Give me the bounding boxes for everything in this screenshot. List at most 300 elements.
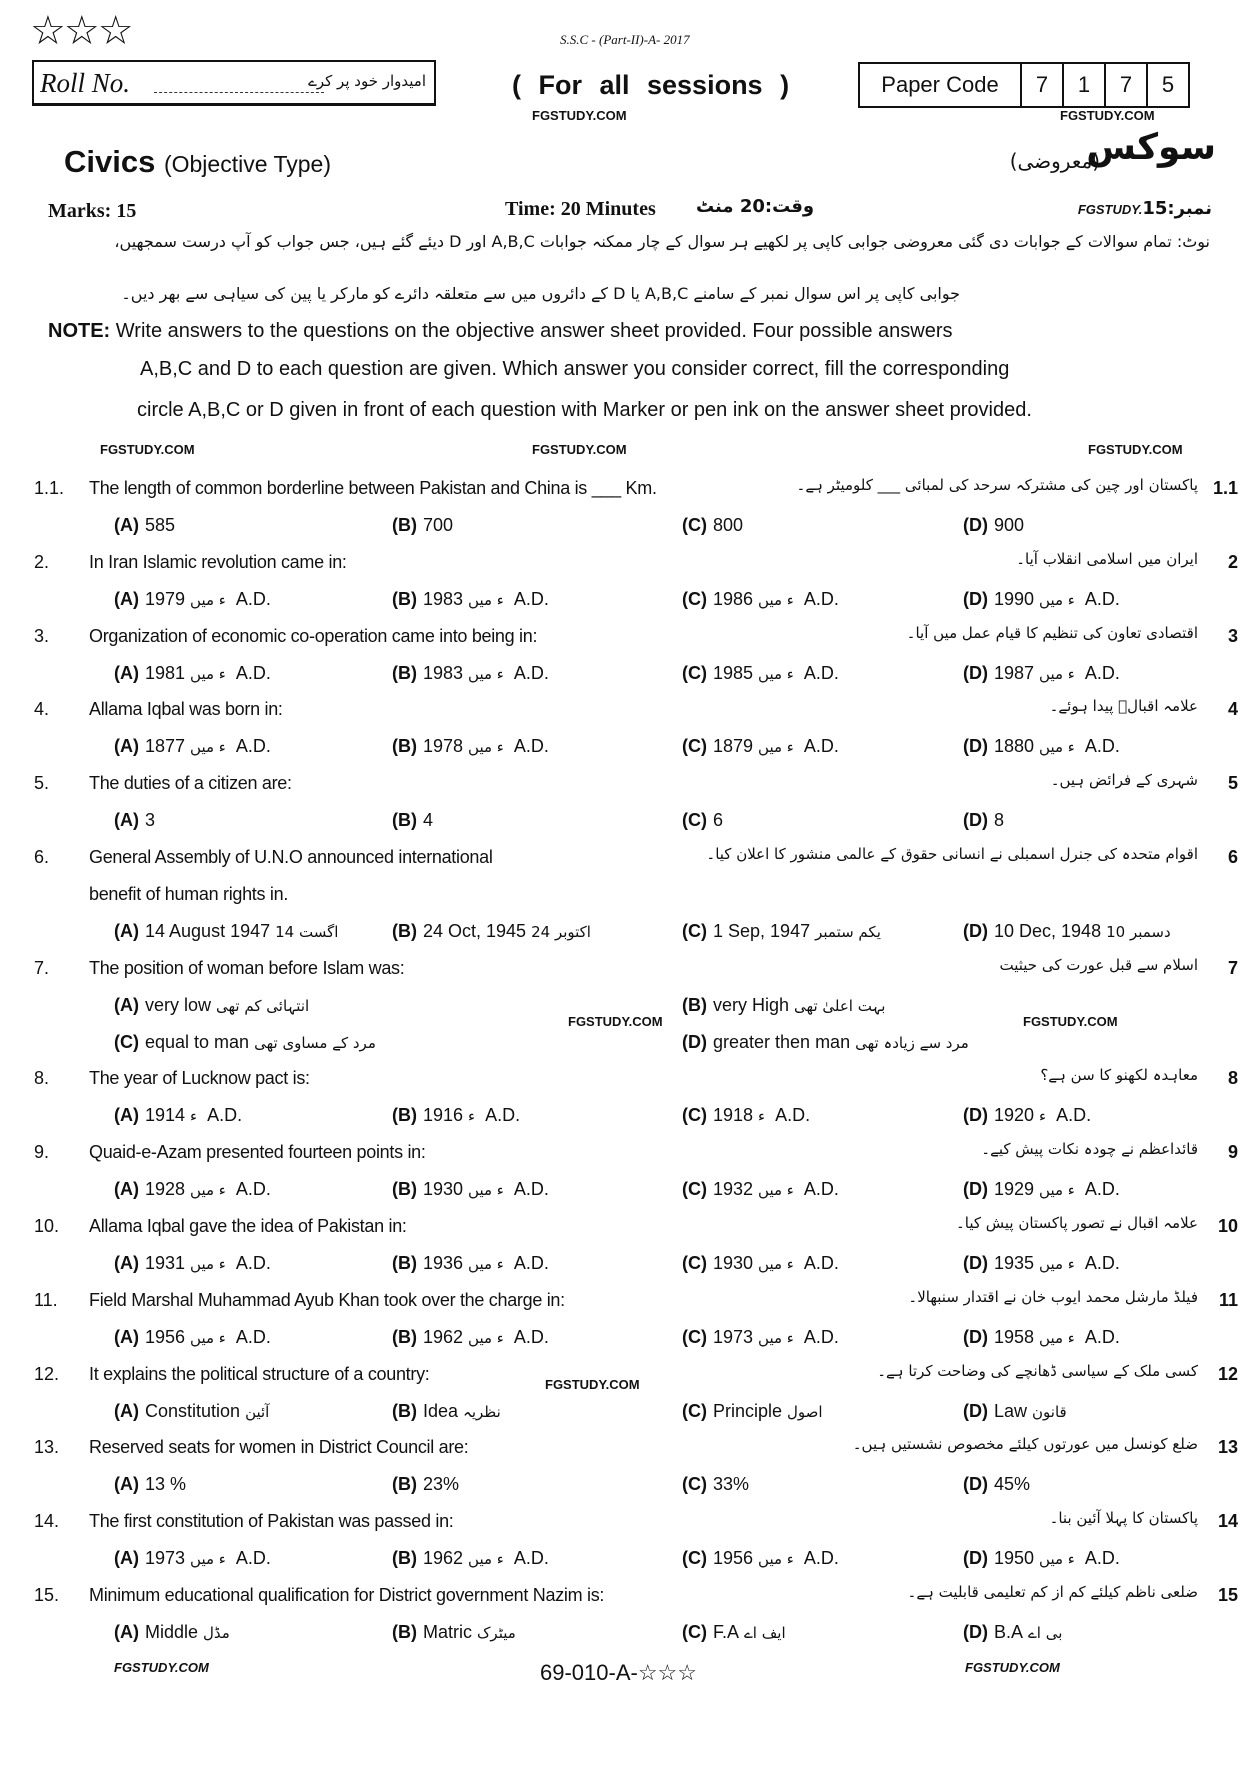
- answer-option: [682, 810, 723, 831]
- question-number: 15.: [34, 1585, 60, 1605]
- watermark: FGSTUDY.COM: [965, 1660, 1060, 1675]
- option-text: 585: [145, 514, 176, 535]
- question-text-urdu: ایران میں اسلامی انقلاب آیا۔: [1016, 549, 1198, 568]
- marks-label-urdu: نمبر:15: [1142, 198, 1212, 219]
- option-letter: (D): [682, 1031, 707, 1052]
- option-letter: (C): [682, 662, 707, 683]
- option-text: 1929 A.D.: [994, 1179, 1120, 1200]
- question-text-urdu: ضلعی ناظم کیلئے کم از کم تعلیمی قابلیت ہے۔: [907, 1583, 1198, 1601]
- note-urdu-line: نوٹ: تمام سوالات کے جوابات دی گئی معروضی جوابی کاپی پر لکھیے ہر سوال کے چار ممکنہ جوابات A,B,C اور D دیئے گئے ہیں، جس جواب کو آپ درست سمجھیں،: [114, 232, 1210, 251]
- watermark: FGSTUDY.COM: [1060, 108, 1155, 123]
- options-row: [0, 589, 1250, 619]
- watermark: FGSTUDY.COM: [1023, 1014, 1118, 1029]
- option-urdu: قانون: [1032, 1402, 1067, 1421]
- option-text: 1 Sep, 1947: [713, 920, 811, 941]
- answer-option: [682, 1179, 839, 1200]
- answer-option: [114, 663, 271, 684]
- option-letter: (C): [682, 1105, 707, 1126]
- option-letter: (B): [392, 1548, 417, 1569]
- answer-option: [682, 921, 886, 942]
- question-number: 8.: [34, 1068, 50, 1089]
- option-text: equal to man: [145, 1031, 250, 1052]
- question-number: 7.: [34, 957, 50, 978]
- question-row: [0, 699, 1250, 729]
- question-text-urdu: کسی ملک کے سیاسی ڈھانچے کی وضاحت کرتا ہے۔: [877, 1361, 1198, 1380]
- note-urdu-line: جوابی کاپی پر اس سوال نمبر کے سامنے A,B,C یا D کے دائروں میں سے متعلقہ دائرے کو مارکر یا پین کی سیاہی سے بھر دیں۔: [121, 284, 960, 303]
- question-number: 3.: [34, 625, 50, 646]
- question-row: [0, 1142, 1250, 1172]
- options-row: [0, 663, 1250, 693]
- answer-option: [392, 736, 549, 757]
- answer-option: [392, 1105, 520, 1126]
- answer-option: [114, 589, 271, 610]
- option-letter: (D): [963, 514, 988, 535]
- answer-option: [963, 1548, 1120, 1569]
- answer-option: [682, 1327, 839, 1348]
- option-text: 1920 A.D.: [994, 1105, 1092, 1126]
- option-letter: (C): [114, 1031, 139, 1052]
- option-urdu: ء میں: [1039, 664, 1075, 683]
- answer-option: [114, 1253, 271, 1274]
- marks-label-urdu-wrap: [1078, 198, 1212, 219]
- option-urdu: نظریہ: [463, 1402, 501, 1421]
- option-letter: (A): [114, 1252, 139, 1273]
- option-text: 1956 A.D.: [713, 1548, 839, 1569]
- question-row: [0, 1361, 1250, 1394]
- question-text-urdu: فیلڈ مارشل محمد ایوب خان نے اقتدار سنبھالا۔: [908, 1287, 1198, 1306]
- answer-option: [963, 1105, 1091, 1126]
- answer-option: [392, 1327, 549, 1348]
- option-urdu: ء میں: [758, 1181, 794, 1200]
- option-letter: (B): [392, 1179, 417, 1200]
- answer-option: [682, 515, 743, 536]
- option-urdu: ایف اے: [744, 1623, 786, 1642]
- option-urdu: ء میں: [190, 590, 226, 609]
- option-letter: (A): [114, 1105, 139, 1126]
- option-urdu: میٹرک: [477, 1623, 516, 1642]
- option-urdu: بہت اعلیٰ تھی: [794, 996, 886, 1015]
- answer-option: [963, 663, 1120, 684]
- option-letter: (B): [392, 810, 417, 831]
- marks-label: Marks: 15: [48, 200, 137, 222]
- option-text: 1880 A.D.: [994, 736, 1120, 757]
- question-number: 2.: [34, 551, 50, 572]
- question-row: [0, 1216, 1250, 1246]
- note-line: [48, 320, 953, 343]
- option-letter: (D): [963, 1105, 988, 1126]
- question-text-urdu: اقوام متحدہ کی جنرل اسمبلی نے انسانی حقوق کے عالمی منشور کا اعلان کیا۔: [706, 845, 1198, 863]
- options-row: [0, 810, 1250, 840]
- option-letter: (B): [392, 514, 417, 535]
- answer-option: [963, 589, 1120, 610]
- option-text: 1983 A.D.: [423, 588, 549, 609]
- question-number-urdu: 7: [1227, 957, 1238, 978]
- answer-option: [114, 1401, 274, 1422]
- question-row: [0, 1585, 1250, 1615]
- option-text: 1918 A.D.: [713, 1105, 811, 1126]
- option-letter: (D): [963, 810, 988, 831]
- option-letter: (A): [114, 920, 139, 941]
- answer-option: [114, 1032, 381, 1053]
- question-number-urdu: 1.1: [1212, 478, 1238, 498]
- question-row: [0, 847, 1250, 877]
- options-row: [0, 1474, 1250, 1504]
- answer-option: [963, 736, 1120, 757]
- option-text: 700: [423, 514, 454, 535]
- answer-option: [682, 736, 839, 757]
- options-row: [0, 1179, 1250, 1209]
- option-urdu: 10 دسمبر: [1106, 922, 1171, 941]
- option-letter: (D): [963, 1400, 988, 1421]
- question-number-urdu: 9: [1227, 1142, 1238, 1163]
- option-urdu: ء میں: [468, 1328, 504, 1347]
- question-text: Quaid-e-Azam presented fourteen points in:: [89, 1142, 426, 1163]
- question-row: [0, 955, 1250, 988]
- options-row: [0, 1401, 1250, 1431]
- options-row: [0, 921, 1250, 951]
- option-text: Middle: [145, 1621, 199, 1642]
- watermark: FGSTUDY.COM: [545, 1377, 640, 1392]
- answer-option: [963, 1253, 1120, 1274]
- question-row: [0, 623, 1250, 656]
- option-letter: (C): [682, 1326, 707, 1347]
- option-urdu: ء میں: [190, 1181, 226, 1200]
- question-number-urdu: 14: [1217, 1511, 1238, 1532]
- options-row: [0, 1105, 1250, 1135]
- option-urdu: یکم ستمبر: [815, 922, 881, 941]
- watermark: FGSTUDY.COM: [568, 1014, 663, 1029]
- answer-option: [682, 1401, 828, 1422]
- paper-code-digit: 1: [1062, 64, 1104, 106]
- answer-option: [682, 589, 839, 610]
- option-urdu: ء میں: [190, 1328, 226, 1347]
- question-text: It explains the political structure of a country:: [89, 1363, 430, 1384]
- option-letter: (B): [392, 736, 417, 757]
- option-letter: (B): [392, 1621, 417, 1642]
- roll-number-urdu: امیدوار خود پر کرے: [308, 72, 426, 90]
- answer-option: [392, 589, 549, 610]
- question-text-urdu: ضلع کونسل میں عورتوں کیلئے مخصوص نشستیں ہیں۔: [852, 1435, 1198, 1454]
- answer-option: [114, 1327, 271, 1348]
- question-number-urdu: 8: [1227, 1068, 1238, 1089]
- question-text: Reserved seats for women in District Council are:: [89, 1437, 469, 1458]
- answer-option: [392, 515, 453, 536]
- question-text: Allama Iqbal was born in:: [89, 699, 283, 720]
- option-letter: (C): [682, 1252, 707, 1273]
- question-text-urdu: علامہ اقبالؒ پیدا ہوئے۔: [1049, 697, 1198, 716]
- option-text: 10 Dec, 1948: [994, 920, 1102, 941]
- question-text: In Iran Islamic revolution came in:: [89, 551, 347, 572]
- footer-code: 69-010-A-☆☆☆: [540, 1660, 697, 1685]
- question-text: benefit of human rights in.: [89, 883, 289, 904]
- option-letter: (D): [963, 1252, 988, 1273]
- question-number: 14.: [34, 1511, 60, 1532]
- option-text: 1962 A.D.: [423, 1548, 549, 1569]
- option-text: Idea: [423, 1400, 459, 1421]
- answer-option: [114, 1622, 235, 1643]
- watermark: FGSTUDY.: [1077, 202, 1143, 217]
- paper-code-label: Paper Code: [881, 72, 999, 97]
- question-row: [0, 1287, 1250, 1320]
- options-row: [0, 736, 1250, 766]
- question-number-urdu: 10: [1217, 1216, 1238, 1236]
- option-letter: (D): [963, 1326, 988, 1347]
- options-row: [0, 515, 1250, 545]
- option-text: 1916 A.D.: [423, 1105, 521, 1126]
- answer-option: [682, 1032, 974, 1053]
- answer-option: [963, 1474, 1030, 1495]
- option-letter: (B): [392, 588, 417, 609]
- question-number-urdu: 4: [1227, 699, 1238, 720]
- option-text: 1983 A.D.: [423, 662, 549, 683]
- question-number: 13.: [34, 1437, 60, 1458]
- option-urdu: ء میں: [468, 590, 504, 609]
- option-letter: (C): [682, 736, 707, 757]
- question-number: 11.: [34, 1289, 58, 1310]
- option-urdu: ء میں: [468, 1181, 504, 1200]
- answer-option: [114, 1548, 271, 1569]
- question-line: [0, 1032, 1250, 1062]
- paper-code-digit: 7: [1020, 64, 1062, 106]
- answer-option: [392, 663, 549, 684]
- option-text: Principle: [713, 1400, 783, 1421]
- option-letter: (B): [392, 1252, 417, 1273]
- option-letter: (D): [963, 1621, 988, 1642]
- answer-option: [682, 663, 839, 684]
- option-letter: (A): [114, 1179, 139, 1200]
- option-text: 4: [423, 810, 434, 831]
- option-letter: (A): [114, 588, 139, 609]
- option-letter: (B): [392, 1105, 417, 1126]
- answer-option: [114, 1179, 271, 1200]
- question-row: [0, 1437, 1250, 1467]
- option-text: 900: [994, 514, 1025, 535]
- subject-title-urdu: سوکس: [1086, 127, 1216, 168]
- option-letter: (A): [114, 1621, 139, 1642]
- question-row: [0, 478, 1250, 508]
- answer-option: [682, 995, 890, 1016]
- question-text-urdu: پاکستان کا پہلا آئین بنا۔: [1049, 1509, 1198, 1528]
- option-urdu: مرد کے مساوی تھی: [254, 1033, 376, 1052]
- option-text: 1914 A.D.: [145, 1105, 243, 1126]
- answer-option: [114, 995, 314, 1016]
- question-text: Field Marshal Muhammad Ayub Khan took over the charge in:: [89, 1289, 565, 1310]
- option-urdu: ء میں: [1039, 1181, 1075, 1200]
- option-text: greater then man: [713, 1031, 851, 1052]
- answer-option: [682, 1622, 791, 1643]
- question-number: 9.: [34, 1142, 50, 1163]
- option-text: 1973 A.D.: [145, 1548, 271, 1569]
- option-urdu: مڈل: [203, 1623, 230, 1642]
- option-letter: (A): [114, 1326, 139, 1347]
- option-urdu: ء میں: [1039, 1550, 1075, 1569]
- watermark: FGSTUDY.COM: [114, 1660, 209, 1675]
- question-row: [0, 1511, 1250, 1541]
- question-row: [0, 1068, 1250, 1098]
- option-urdu: 14 اگست: [275, 922, 339, 941]
- roll-number-label: Roll No.: [40, 68, 131, 98]
- question-text: The first constitution of Pakistan was passed in:: [89, 1511, 454, 1532]
- option-urdu: ء میں: [758, 1550, 794, 1569]
- option-urdu: اصول: [787, 1402, 823, 1421]
- option-text: 6: [713, 810, 724, 831]
- option-text: 1950 A.D.: [994, 1548, 1120, 1569]
- option-letter: (B): [682, 994, 707, 1015]
- answer-option: [682, 1474, 749, 1495]
- options-row: [0, 1622, 1250, 1652]
- subject-type: (Objective Type): [163, 151, 331, 177]
- option-text: 1930 A.D.: [423, 1179, 549, 1200]
- option-text: very High: [713, 994, 790, 1015]
- option-text: 1936 A.D.: [423, 1252, 549, 1273]
- option-letter: (C): [682, 1548, 707, 1569]
- answer-option: [392, 1622, 521, 1643]
- option-letter: (A): [114, 662, 139, 683]
- option-text: 1932 A.D.: [713, 1179, 839, 1200]
- option-text: 1877 A.D.: [145, 736, 271, 757]
- option-text: 33%: [713, 1474, 750, 1495]
- option-text: B.A: [994, 1621, 1024, 1642]
- option-text: 3: [145, 810, 156, 831]
- option-letter: (A): [114, 514, 139, 535]
- option-text: 45%: [994, 1474, 1031, 1495]
- option-letter: (C): [682, 514, 707, 535]
- question-text-urdu: پاکستان اور چین کی مشترکہ سرحد کی لمبائی ___ کلومیٹر ہے۔: [796, 476, 1198, 494]
- option-text: 13 %: [145, 1474, 187, 1495]
- answer-option: [392, 1179, 549, 1200]
- option-letter: (B): [392, 1326, 417, 1347]
- option-text: 1930 A.D.: [713, 1252, 839, 1273]
- question-text: The position of woman before Islam was:: [89, 957, 405, 978]
- question-text: Minimum educational qualification for District government Nazim is:: [89, 1585, 605, 1605]
- option-text: F.A: [713, 1621, 740, 1642]
- subject-name: Civics: [64, 144, 156, 179]
- option-urdu: ء میں: [468, 1254, 504, 1273]
- answer-option: [114, 921, 343, 942]
- option-urdu: ء میں: [758, 1328, 794, 1347]
- note-label: NOTE:: [48, 320, 111, 342]
- option-text: 1973 A.D.: [713, 1326, 839, 1347]
- answer-option: [392, 1401, 506, 1422]
- option-letter: (B): [392, 1474, 417, 1495]
- option-urdu: ء: [758, 1107, 766, 1126]
- option-text: Matric: [423, 1621, 472, 1642]
- option-text: 1935 A.D.: [994, 1252, 1120, 1273]
- option-letter: (A): [114, 1400, 139, 1421]
- option-text: Constitution: [145, 1400, 241, 1421]
- option-text: 8: [994, 810, 1005, 831]
- answer-option: [963, 1179, 1120, 1200]
- option-urdu: ء میں: [190, 1254, 226, 1273]
- question-text-urdu: شہری کے فرائض ہیں۔: [1050, 771, 1198, 790]
- option-letter: (B): [392, 662, 417, 683]
- question-row: [0, 549, 1250, 582]
- question-number: 5.: [34, 773, 50, 794]
- paper-code-digit: 7: [1104, 64, 1146, 106]
- answer-option: [392, 1474, 459, 1495]
- question-text-urdu: اقتصادی تعاون کی تنظیم کا قیام عمل میں آیا۔: [906, 623, 1198, 642]
- options-row: [0, 1548, 1250, 1578]
- question-text-urdu: علامہ اقبال نے تصور پاکستان پیش کیا۔: [955, 1214, 1198, 1232]
- answer-option: [682, 1548, 839, 1569]
- option-text: 1985 A.D.: [713, 662, 839, 683]
- sessions-heading: ( For all sessions ): [512, 70, 790, 100]
- answer-option: [114, 515, 175, 536]
- question-text: The duties of a citizen are:: [89, 773, 292, 794]
- question-number-urdu: 5: [1227, 773, 1238, 794]
- subject-type-urdu: (معروضی): [1009, 149, 1100, 173]
- question-row: [0, 773, 1250, 803]
- option-urdu: ء میں: [190, 1550, 226, 1569]
- option-urdu: ء میں: [1039, 590, 1075, 609]
- option-letter: (B): [392, 920, 417, 941]
- answer-option: [114, 736, 271, 757]
- note-line: A,B,C and D to each question are given. Which answer you consider correct, fill the corresponding: [140, 358, 1010, 380]
- option-letter: (C): [682, 810, 707, 831]
- answer-option: [682, 1105, 810, 1126]
- question-text: The year of Lucknow pact is:: [89, 1068, 310, 1089]
- answer-option: [392, 1548, 549, 1569]
- subject-title: [64, 144, 331, 180]
- paper-code-digit: 5: [1146, 64, 1188, 106]
- question-number-urdu: 15: [1217, 1585, 1238, 1605]
- option-letter: (C): [682, 920, 707, 941]
- question-text: Organization of economic co-operation came into being in:: [89, 625, 538, 646]
- option-urdu: ء میں: [190, 738, 226, 757]
- question-number-urdu: 13: [1217, 1437, 1238, 1458]
- option-letter: (C): [682, 1474, 707, 1495]
- option-urdu: ء: [1039, 1107, 1047, 1126]
- option-urdu: آئین: [245, 1402, 270, 1421]
- option-text: 1928 A.D.: [145, 1179, 271, 1200]
- answer-option: [963, 1327, 1120, 1348]
- question-number: 10.: [34, 1216, 60, 1236]
- time-label-urdu: وقت:20 منٹ: [696, 196, 815, 217]
- option-urdu: ء میں: [468, 664, 504, 683]
- option-urdu: ء میں: [1039, 738, 1075, 757]
- option-text: 1979 A.D.: [145, 588, 271, 609]
- question-number-urdu: 3: [1227, 625, 1238, 646]
- question-number-urdu: 11: [1218, 1289, 1238, 1310]
- answer-option: [963, 1622, 1067, 1643]
- option-letter: (D): [963, 736, 988, 757]
- option-text: 1931 A.D.: [145, 1252, 271, 1273]
- options-row: [0, 1253, 1250, 1283]
- option-urdu: ء: [468, 1107, 476, 1126]
- answer-option: [963, 1401, 1072, 1422]
- answer-option: [963, 810, 1004, 831]
- option-urdu: ء میں: [468, 1550, 504, 1569]
- option-urdu: ء میں: [468, 738, 504, 757]
- roll-number-box: [32, 60, 436, 106]
- watermark: FGSTUDY.COM: [532, 108, 627, 123]
- option-letter: (C): [682, 1621, 707, 1642]
- option-letter: (C): [682, 588, 707, 609]
- option-urdu: ء میں: [758, 738, 794, 757]
- question-text-urdu: قائداعظم نے چودہ نکات پیش کیے۔: [981, 1140, 1198, 1159]
- option-text: 1987 A.D.: [994, 662, 1120, 683]
- answer-option: [963, 921, 1176, 942]
- option-text: 1981 A.D.: [145, 662, 271, 683]
- exam-title: S.S.C - (Part-II)-A- 2017: [560, 32, 690, 47]
- roll-number-blank: [154, 92, 324, 93]
- stars-mark: ☆☆☆: [30, 8, 132, 54]
- option-urdu: بی اے: [1028, 1623, 1063, 1642]
- note-line: circle A,B,C or D given in front of each question with Marker or pen ink on the answer sheet provided.: [137, 399, 1032, 421]
- option-letter: (C): [682, 1179, 707, 1200]
- option-letter: (A): [114, 1474, 139, 1495]
- option-letter: (A): [114, 994, 139, 1015]
